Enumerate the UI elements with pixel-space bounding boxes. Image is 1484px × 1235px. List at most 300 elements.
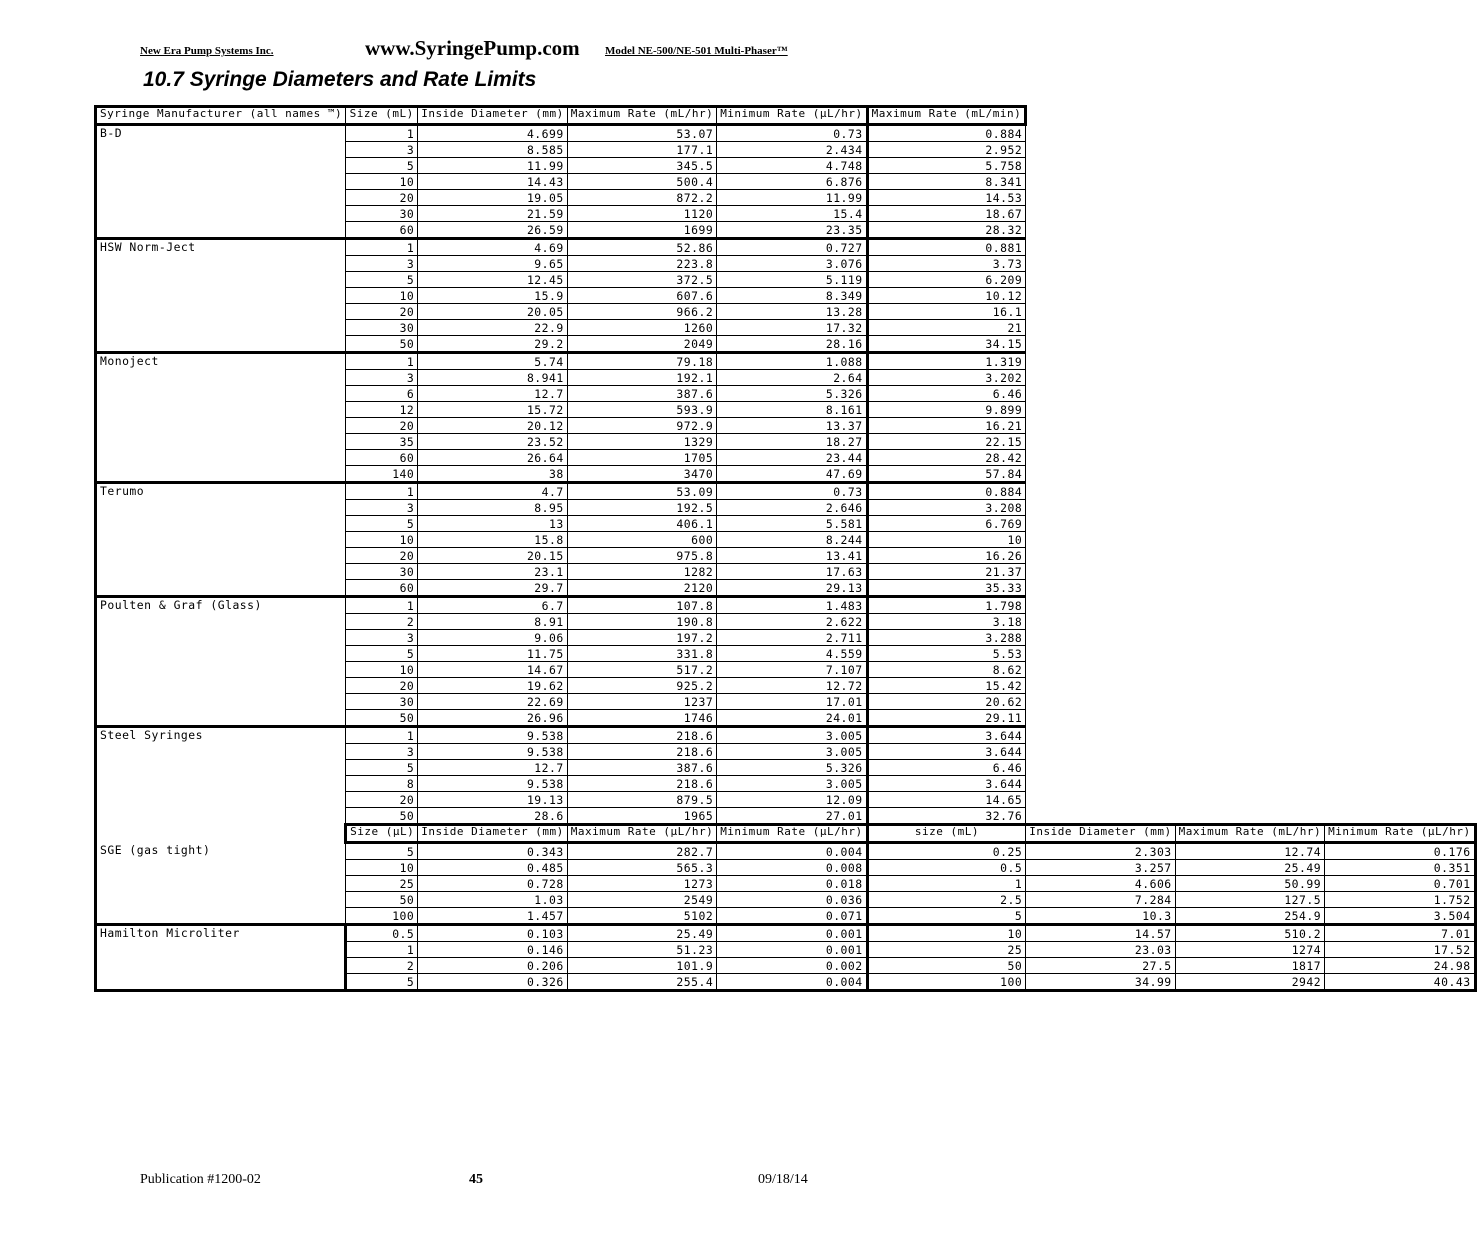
table-cell: 1817 [1175, 958, 1324, 974]
empty-cell [1026, 727, 1175, 744]
table-row [96, 125, 1483, 142]
table-cell: 5.758 [867, 158, 1026, 174]
empty-cell [1026, 597, 1175, 614]
empty-cell [1475, 678, 1483, 694]
table-cell: 2.5 [867, 892, 1026, 908]
table-cell: 0.701 [1325, 876, 1475, 892]
table-cell: 1274 [1175, 942, 1324, 958]
empty-cell [1026, 418, 1175, 434]
table-cell: 4.699 [418, 125, 567, 142]
table-cell: 0.351 [1325, 860, 1475, 876]
table-cell: 57.84 [867, 466, 1026, 483]
table-row [96, 597, 1483, 614]
table-cell: 192.5 [567, 500, 716, 516]
empty-cell [1175, 727, 1324, 744]
empty-cell [1026, 500, 1175, 516]
column-header: Maximum Rate (mL/hr) [567, 107, 716, 125]
section-title: 10.7 Syringe Diameters and Rate Limits [143, 68, 537, 91]
empty-cell [1026, 256, 1175, 272]
table-cell: 10 [346, 662, 418, 678]
table-cell: 11.99 [717, 190, 867, 206]
table-row [96, 239, 1483, 256]
table-cell: 8.161 [717, 402, 867, 418]
table-cell: 0.881 [867, 239, 1026, 256]
table-cell: 0.206 [418, 958, 567, 974]
table-cell: 5.119 [717, 272, 867, 288]
manufacturer-name: Steel Syringes [96, 727, 346, 825]
table-cell: 1965 [567, 808, 716, 825]
empty-cell [1175, 353, 1324, 370]
table-cell: 12.72 [717, 678, 867, 694]
header-model: Model NE-500/NE-501 Multi-Phaser™ [605, 45, 788, 57]
manufacturer-name: Poulten & Graf (Glass) [96, 597, 346, 727]
table-cell: 0.176 [1325, 843, 1475, 860]
empty-cell [1325, 776, 1475, 792]
table-cell: 9.06 [418, 630, 567, 646]
empty-cell [1325, 272, 1475, 288]
empty-cell [1026, 808, 1175, 825]
empty-cell [1325, 125, 1475, 142]
manufacturer-name: SGE (gas tight) [96, 843, 346, 925]
table-cell: 24.01 [717, 710, 867, 727]
table-cell: 6.209 [867, 272, 1026, 288]
table-cell: 197.2 [567, 630, 716, 646]
table-cell: 593.9 [567, 402, 716, 418]
empty-cell [1475, 402, 1483, 418]
empty-cell [1026, 646, 1175, 662]
table-cell: 0.146 [418, 942, 567, 958]
table-cell: 5 [346, 272, 418, 288]
empty-cell [1175, 630, 1324, 646]
table-cell: 47.69 [717, 466, 867, 483]
empty-cell [1026, 483, 1175, 500]
empty-cell [1026, 402, 1175, 418]
table-cell: 2.622 [717, 614, 867, 630]
empty-cell [1026, 776, 1175, 792]
empty-cell [1175, 336, 1324, 353]
empty-cell [1475, 222, 1483, 239]
table-cell: 8.91 [418, 614, 567, 630]
table-cell: 1.03 [418, 892, 567, 908]
table-cell: 22.9 [418, 320, 567, 336]
table-cell: 21.59 [418, 206, 567, 222]
table-cell: 14.43 [418, 174, 567, 190]
table-cell: 1699 [567, 222, 716, 239]
table-cell: 8.95 [418, 500, 567, 516]
empty-cell [1475, 370, 1483, 386]
table-cell: 2549 [567, 892, 716, 908]
manufacturer-name: HSW Norm-Ject [96, 239, 346, 353]
table-cell: 1746 [567, 710, 716, 727]
table-cell: 1 [346, 239, 418, 256]
empty-cell [1026, 744, 1175, 760]
table-cell: 51.23 [567, 942, 716, 958]
empty-cell [1475, 500, 1483, 516]
table-cell: 925.2 [567, 678, 716, 694]
empty-cell [1325, 222, 1475, 239]
table-cell: 1 [867, 876, 1026, 892]
table-cell: 100 [867, 974, 1026, 991]
empty-cell [1475, 272, 1483, 288]
empty-cell [1175, 532, 1324, 548]
empty-cell [1175, 710, 1324, 727]
empty-cell [1175, 678, 1324, 694]
empty-cell [1475, 694, 1483, 710]
table-cell: 23.52 [418, 434, 567, 450]
table-cell: 6.7 [418, 597, 567, 614]
table-cell: 0.727 [717, 239, 867, 256]
empty-cell [1475, 483, 1483, 500]
table-cell: 6.876 [717, 174, 867, 190]
empty-cell [1026, 466, 1175, 483]
table-cell: 29.13 [717, 580, 867, 597]
table-cell: 1120 [567, 206, 716, 222]
column-header: Minimum Rate (µL/hr) [1325, 825, 1475, 843]
empty-cell [1325, 466, 1475, 483]
table-cell: 975.8 [567, 548, 716, 564]
empty-cell [1475, 630, 1483, 646]
table-cell: 10.12 [867, 288, 1026, 304]
table-cell: 9.538 [418, 744, 567, 760]
table-cell: 5102 [567, 908, 716, 925]
empty-cell [1325, 792, 1475, 808]
table-cell: 3.202 [867, 370, 1026, 386]
manufacturer-name: Terumo [96, 483, 346, 597]
table-cell: 5.581 [717, 516, 867, 532]
table-cell: 5.326 [717, 760, 867, 776]
table-cell: 1 [346, 353, 418, 370]
table-cell: 50.99 [1175, 876, 1324, 892]
table-row [96, 843, 1483, 860]
empty-cell [1026, 678, 1175, 694]
table-cell: 5.326 [717, 386, 867, 402]
table-cell: 40.43 [1325, 974, 1475, 991]
table-cell: 3.288 [867, 630, 1026, 646]
table-cell: 17.52 [1325, 942, 1475, 958]
empty-cell [1175, 792, 1324, 808]
empty-cell [1026, 694, 1175, 710]
table-cell: 0.002 [717, 958, 867, 974]
table-cell: 879.5 [567, 792, 716, 808]
table-cell: 100 [346, 908, 418, 925]
manufacturer-name: B-D [96, 125, 346, 239]
table-cell: 3.076 [717, 256, 867, 272]
empty-cell [1175, 158, 1324, 174]
table-cell: 1705 [567, 450, 716, 466]
empty-cell [1175, 304, 1324, 320]
empty-cell [1175, 450, 1324, 466]
empty-cell [1026, 158, 1175, 174]
table-cell: 4.7 [418, 483, 567, 500]
empty-cell [1475, 580, 1483, 597]
table-cell: 510.2 [1175, 925, 1324, 942]
table-cell: 18.67 [867, 206, 1026, 222]
table-cell: 23.35 [717, 222, 867, 239]
empty-cell [1175, 125, 1324, 142]
empty-cell [1475, 564, 1483, 580]
header-company: New Era Pump Systems Inc. [140, 45, 274, 57]
table-cell: 10 [867, 925, 1026, 942]
empty-cell [1325, 483, 1475, 500]
table-cell: 15.9 [418, 288, 567, 304]
column-header: Maximum Rate (mL/min) [867, 107, 1026, 125]
table-cell: 8.244 [717, 532, 867, 548]
table-cell: 10 [346, 860, 418, 876]
empty-cell [1026, 190, 1175, 206]
empty-cell [1175, 190, 1324, 206]
empty-cell [1325, 597, 1475, 614]
table-cell: 15.42 [867, 678, 1026, 694]
table-cell: 3.005 [717, 727, 867, 744]
table-cell: 107.8 [567, 597, 716, 614]
table-cell: 12.7 [418, 760, 567, 776]
table-cell: 2.64 [717, 370, 867, 386]
table-cell: 34.15 [867, 336, 1026, 353]
table-cell: 20.05 [418, 304, 567, 320]
table-cell: 35.33 [867, 580, 1026, 597]
table-cell: 7.107 [717, 662, 867, 678]
table-cell: 8.941 [418, 370, 567, 386]
table-cell: 6.769 [867, 516, 1026, 532]
table-cell: 15.4 [717, 206, 867, 222]
table-cell: 19.13 [418, 792, 567, 808]
table-cell: 2.646 [717, 500, 867, 516]
footer-date: 09/18/14 [758, 1172, 808, 1187]
empty-cell [1175, 580, 1324, 597]
table-cell: 600 [567, 532, 716, 548]
table-header-row [96, 107, 1483, 125]
empty-cell [1175, 614, 1324, 630]
table-cell: 52.86 [567, 239, 716, 256]
table-cell: 3.644 [867, 744, 1026, 760]
empty-cell [1475, 125, 1483, 142]
table-header-row [96, 825, 1483, 843]
empty-cell [1475, 336, 1483, 353]
table-cell: 24.98 [1325, 958, 1475, 974]
empty-cell [1175, 597, 1324, 614]
empty-cell [1475, 142, 1483, 158]
table-cell: 3 [346, 500, 418, 516]
empty-cell [1325, 808, 1475, 825]
table-cell: 3.644 [867, 776, 1026, 792]
empty-cell [1026, 630, 1175, 646]
table-cell: 5 [346, 760, 418, 776]
empty-cell [1026, 288, 1175, 304]
empty-cell [1175, 272, 1324, 288]
empty-cell [1325, 288, 1475, 304]
table-cell: 345.5 [567, 158, 716, 174]
table-cell: 30 [346, 206, 418, 222]
table-cell: 4.69 [418, 239, 567, 256]
table-cell: 25.49 [567, 925, 716, 942]
empty-cell [1325, 206, 1475, 222]
table-cell: 26.64 [418, 450, 567, 466]
table-cell: 12 [346, 402, 418, 418]
table-cell: 10 [346, 288, 418, 304]
table-cell: 15.8 [418, 532, 567, 548]
table-cell: 16.21 [867, 418, 1026, 434]
table-cell: 8.585 [418, 142, 567, 158]
table-cell: 29.7 [418, 580, 567, 597]
empty-cell [1325, 614, 1475, 630]
empty-cell [1175, 548, 1324, 564]
table-cell: 60 [346, 222, 418, 239]
empty-cell [1475, 288, 1483, 304]
table-cell: 17.32 [717, 320, 867, 336]
empty-cell [1475, 792, 1483, 808]
table-cell: 14.57 [1026, 925, 1175, 942]
table-cell: 0.036 [717, 892, 867, 908]
table-cell: 23.1 [418, 564, 567, 580]
table-cell: 1 [346, 483, 418, 500]
table-cell: 387.6 [567, 760, 716, 776]
table-cell: 23.44 [717, 450, 867, 466]
table-cell: 34.99 [1026, 974, 1175, 991]
table-cell: 966.2 [567, 304, 716, 320]
table-cell: 0.103 [418, 925, 567, 942]
empty-cell [1175, 142, 1324, 158]
empty-cell [1175, 288, 1324, 304]
table-cell: 4.606 [1026, 876, 1175, 892]
table-cell: 29.11 [867, 710, 1026, 727]
empty-cell [96, 825, 346, 843]
empty-cell [1175, 256, 1324, 272]
table-cell: 28.16 [717, 336, 867, 353]
manufacturer-name: Monoject [96, 353, 346, 483]
empty-cell [1475, 614, 1483, 630]
table-cell: 8.62 [867, 662, 1026, 678]
table-cell: 3.208 [867, 500, 1026, 516]
table-cell: 28.6 [418, 808, 567, 825]
empty-cell [1026, 272, 1175, 288]
empty-cell [1325, 158, 1475, 174]
table-cell: 0.343 [418, 843, 567, 860]
table-cell: 1260 [567, 320, 716, 336]
table-cell: 0.001 [717, 925, 867, 942]
empty-cell [1325, 564, 1475, 580]
table-cell: 50 [346, 336, 418, 353]
table-cell: 3.644 [867, 727, 1026, 744]
empty-cell [1175, 222, 1324, 239]
table-cell: 12.09 [717, 792, 867, 808]
table-cell: 53.09 [567, 483, 716, 500]
table-cell: 17.63 [717, 564, 867, 580]
empty-cell [1325, 239, 1475, 256]
table-cell: 3 [346, 370, 418, 386]
table-cell: 32.76 [867, 808, 1026, 825]
table-cell: 27.5 [1026, 958, 1175, 974]
table-cell: 4.559 [717, 646, 867, 662]
header-website: www.SyringePump.com [365, 36, 580, 60]
empty-cell [1325, 370, 1475, 386]
empty-cell [1026, 304, 1175, 320]
table-cell: 20 [346, 548, 418, 564]
table-cell: 3.257 [1026, 860, 1175, 876]
table-cell: 13.37 [717, 418, 867, 434]
empty-cell [1175, 662, 1324, 678]
empty-cell [1175, 483, 1324, 500]
table-cell: 23.03 [1026, 942, 1175, 958]
table-row [96, 483, 1483, 500]
empty-cell [1026, 564, 1175, 580]
table-cell: 3.18 [867, 614, 1026, 630]
table-cell: 140 [346, 466, 418, 483]
table-cell: 2.711 [717, 630, 867, 646]
table-cell: 10 [867, 532, 1026, 548]
empty-cell [1026, 792, 1175, 808]
table-cell: 50 [346, 808, 418, 825]
empty-cell [1175, 500, 1324, 516]
table-cell: 3 [346, 630, 418, 646]
table-cell: 0.884 [867, 483, 1026, 500]
table-cell: 3 [346, 744, 418, 760]
table-cell: 10 [346, 174, 418, 190]
table-cell: 17.01 [717, 694, 867, 710]
table-cell: 565.3 [567, 860, 716, 876]
empty-cell [1475, 256, 1483, 272]
table-cell: 2 [346, 958, 418, 974]
empty-cell [1026, 516, 1175, 532]
empty-cell [1475, 239, 1483, 256]
table-cell: 8.341 [867, 174, 1026, 190]
table-cell: 0.73 [717, 125, 867, 142]
empty-cell [1175, 760, 1324, 776]
empty-cell [1325, 304, 1475, 320]
table-cell: 50 [867, 958, 1026, 974]
column-header: Minimum Rate (µL/hr) [717, 825, 867, 843]
empty-cell [1175, 694, 1324, 710]
table-cell: 5 [867, 908, 1026, 925]
table-cell: 0.25 [867, 843, 1026, 860]
empty-cell [1026, 107, 1175, 125]
table-cell: 21 [867, 320, 1026, 336]
table-cell: 1.483 [717, 597, 867, 614]
table-cell: 2.952 [867, 142, 1026, 158]
table-cell: 22.15 [867, 434, 1026, 450]
empty-cell [1325, 744, 1475, 760]
table-cell: 1237 [567, 694, 716, 710]
empty-cell [1026, 548, 1175, 564]
empty-cell [1475, 662, 1483, 678]
table-cell: 20.15 [418, 548, 567, 564]
table-row [96, 925, 1483, 942]
empty-cell [1175, 107, 1324, 125]
empty-cell [1026, 580, 1175, 597]
table-cell: 21.37 [867, 564, 1026, 580]
table-cell: 20 [346, 678, 418, 694]
empty-cell [1325, 320, 1475, 336]
table-cell: 10 [346, 532, 418, 548]
empty-cell [1475, 174, 1483, 190]
column-header: size (mL) [867, 825, 1026, 843]
empty-cell [1175, 776, 1324, 792]
empty-cell [1475, 548, 1483, 564]
table-cell: 0.008 [717, 860, 867, 876]
empty-cell [1475, 532, 1483, 548]
table-cell: 10.3 [1026, 908, 1175, 925]
table-cell: 972.9 [567, 418, 716, 434]
table-cell: 25 [346, 876, 418, 892]
table-cell: 218.6 [567, 727, 716, 744]
empty-cell [1325, 630, 1475, 646]
table-cell: 3.504 [1325, 908, 1475, 925]
table-cell: 223.8 [567, 256, 716, 272]
table-cell: 406.1 [567, 516, 716, 532]
table-cell: 5 [346, 158, 418, 174]
empty-cell [1475, 304, 1483, 320]
table-cell: 28.32 [867, 222, 1026, 239]
table-cell: 6.46 [867, 760, 1026, 776]
